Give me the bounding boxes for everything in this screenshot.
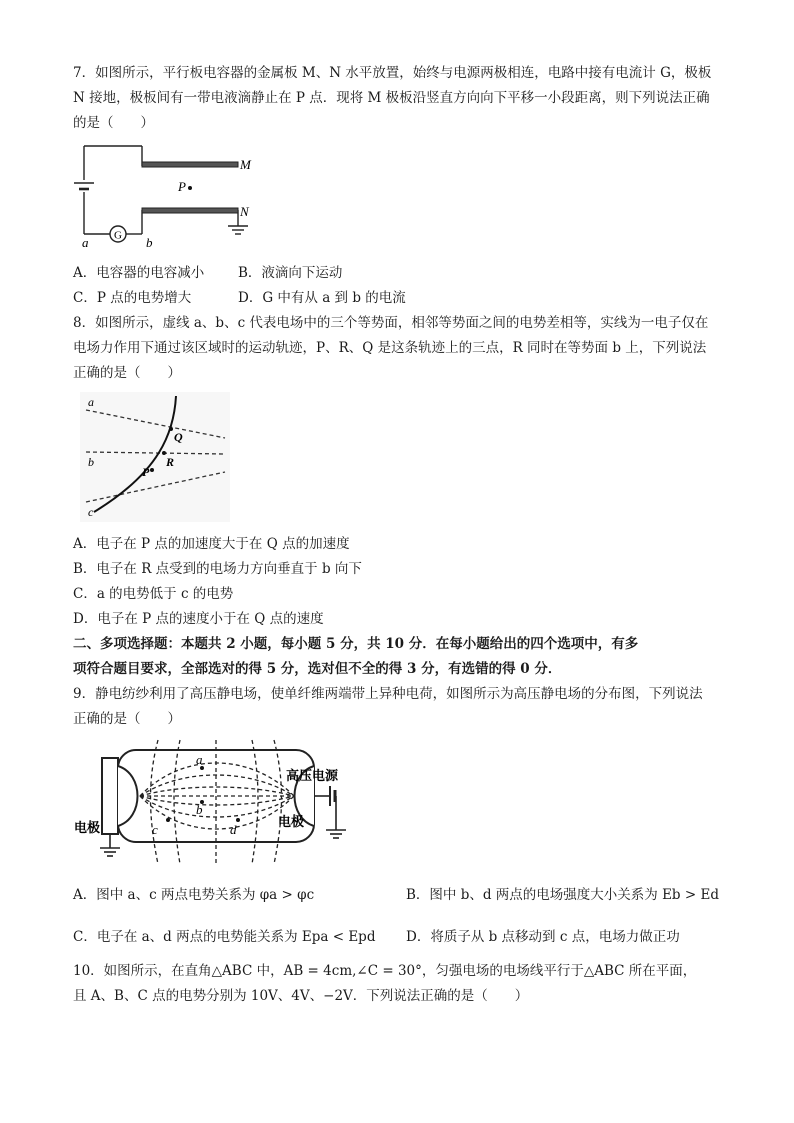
q8-option-d: D．电子在 P 点的速度小于在 Q 点的速度 [73,611,324,627]
q7-stem-line-3: 的是（ ） [73,115,154,131]
surface-b-label: b [88,455,94,469]
q7-option-a: A．电容器的电容减小 [73,265,205,281]
galvanometer-label: G [114,229,122,242]
point-p-label: P [142,465,150,479]
point-b-label: b [196,802,203,817]
q10-stem-line-1: 10．如图所示，在直角△ABC 中，AB = 4cm,∠C = 30°，匀强电场的电场线平行于△ABC 所在平面， [73,963,697,979]
point-r-label: R [166,455,175,469]
q8-stem-line-3: 正确的是（ ） [73,365,181,381]
power-source-label: 高压电源 [286,768,339,783]
point-p-label: P [178,179,186,194]
q9-option-a: A．图中 a、c 两点电势关系为 φa > φc [73,887,315,903]
electrostatic-field-figure [72,738,372,870]
q9-option-c: C．电子在 a、d 两点的电势能关系为 Epa < Epd [73,929,376,945]
point-d-label: d [230,822,237,837]
plate-m-label: M [240,157,251,172]
q9-stem-line-2: 正确的是（ ） [73,711,181,727]
q10-stem-line-2: 且 A、B、C 点的电势分别为 10V、4V、−2V．下列说法正确的是（ ） [73,988,529,1004]
equipotential-trajectory-figure [80,392,230,522]
q9-option-b: B．图中 b、d 两点的电场强度大小关系为 Eb > Ed [406,887,719,903]
q8-stem-line-2: 电场力作用下通过该区域时的运动轨迹，P、R、Q 是这条轨迹上的三点，R 同时在等势面 b 上，下列说法 [73,340,707,356]
q7-option-c: C．P 点的电势增大 [73,290,192,306]
surface-a-label: a [88,395,94,409]
node-a-label: a [82,235,89,250]
plate-n-label: N [240,204,249,219]
section-2-heading-line-1: 二、多项选择题：本题共 2 小题，每小题 5 分，共 10 分．在每小题给出的四个选项中，有多 [73,636,639,652]
q8-option-b: B．电子在 R 点受到的电场力方向垂直于 b 向下 [73,561,362,577]
q8-stem-line-1: 8．如图所示，虚线 a、b、c 代表电场中的三个等势面，相邻等势面之间的电势差相等，实线为一电子仅在 [73,315,709,331]
section-2-heading-line-2: 项符合题目要求，全部选对的得 5 分，选对但不全的得 3 分，有选错的得 0 分． [73,661,562,677]
q7-option-d: D．G 中有从 a 到 b 的电流 [238,290,406,306]
q9-option-d: D．将质子从 b 点移动到 c 点，电场力做正功 [406,929,680,945]
q8-option-a: A．电子在 P 点的加速度大于在 Q 点的加速度 [73,536,350,552]
capacitor-circuit-figure [72,138,272,252]
right-electrode-label: 电极 [278,814,305,829]
node-b-label: b [146,235,153,250]
surface-c-label: c [88,505,94,519]
point-q-label: Q [174,430,183,444]
point-c-label: c [152,822,158,837]
q7-option-b: B．液滴向下运动 [238,265,343,281]
left-electrode-label: 电极 [74,820,101,835]
q7-stem-line-2: N 接地，极板间有一带电液滴静止在 P 点．现将 M 极板沿竖直方向向下平移一小段距离，则下列说法正确 [73,90,710,106]
q9-stem-line-1: 9．静电纺纱利用了高压静电场，使单纤维两端带上异种电荷，如图所示为高压静电场的分布图，下列说法 [73,686,703,702]
point-a-label: a [196,752,203,767]
q8-option-c: C．a 的电势低于 c 的电势 [73,586,234,602]
q7-stem-line-1: 7．如图所示，平行板电容器的金属板 M、N 水平放置，始终与电源两极相连，电路中接有电流计 G，极板 [73,65,712,81]
